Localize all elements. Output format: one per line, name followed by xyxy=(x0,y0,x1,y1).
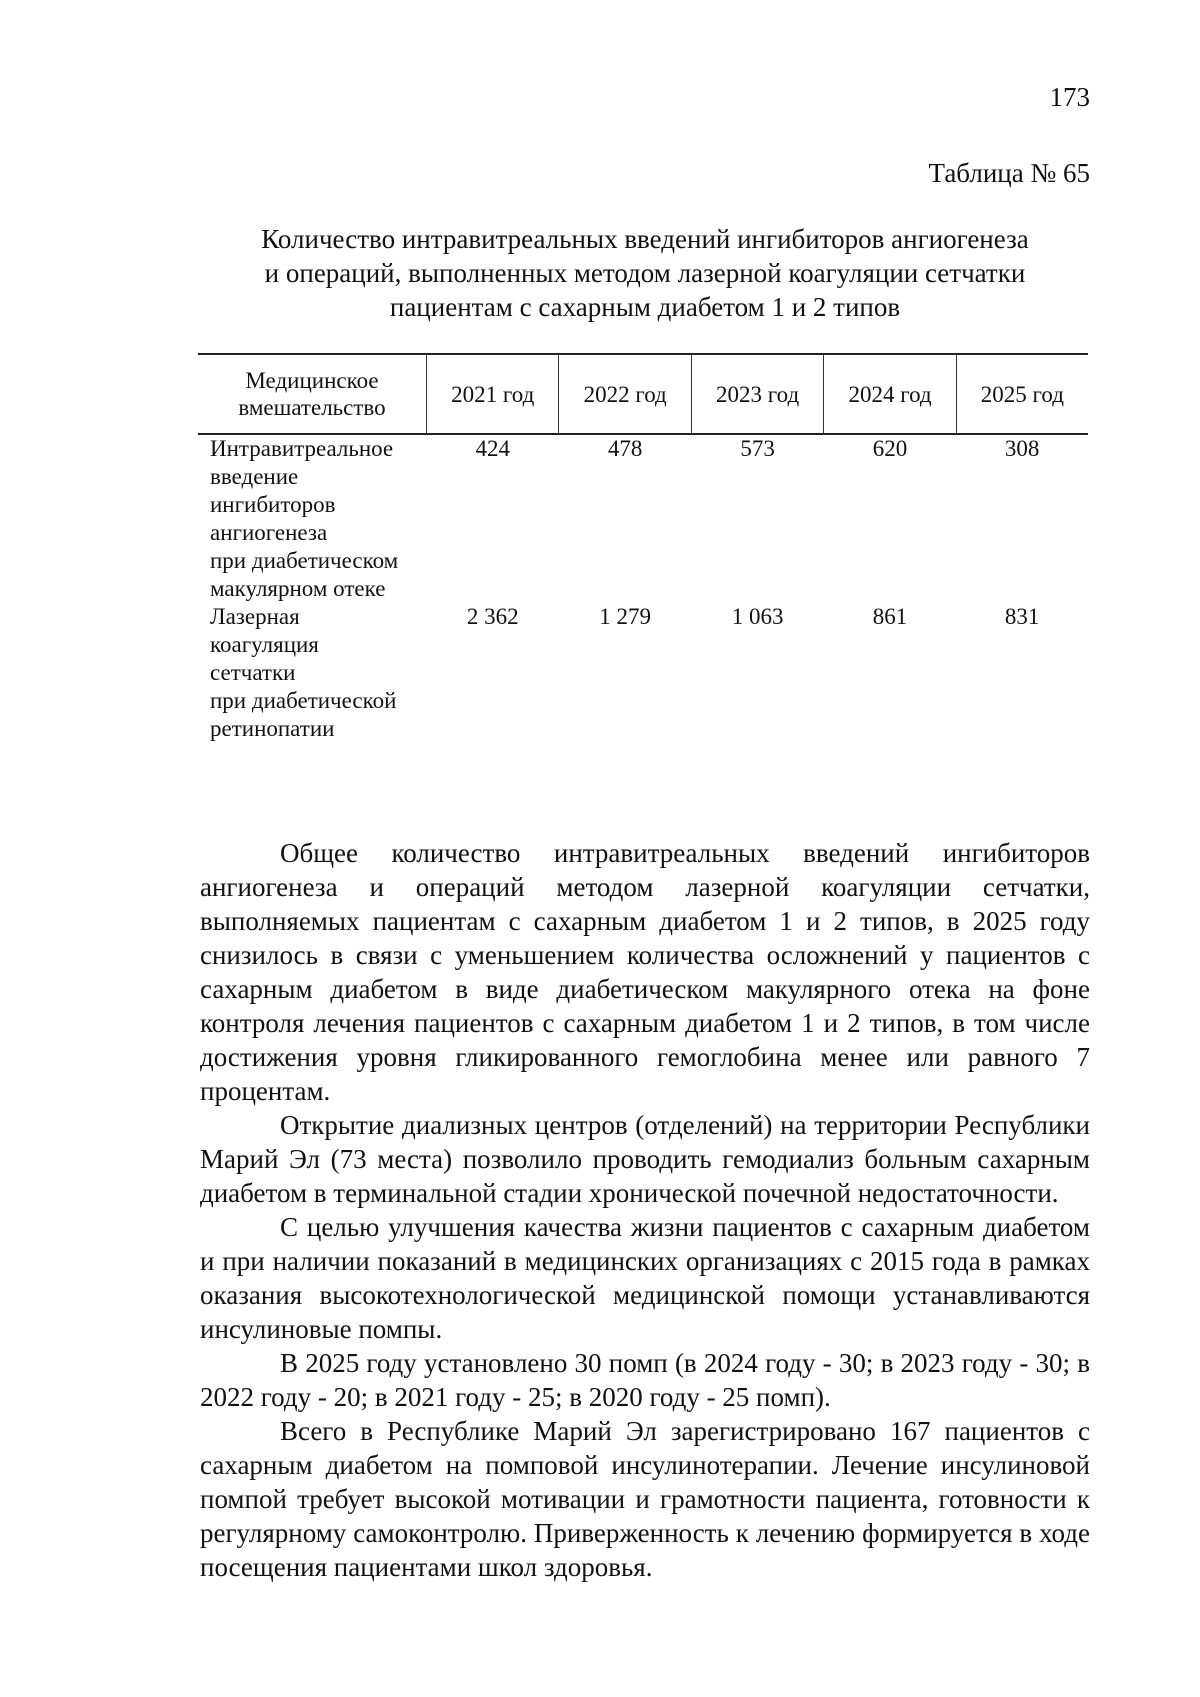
row-label-line: сетчатки xyxy=(210,660,296,685)
row-label xyxy=(198,434,427,603)
row-label-line: макулярном отеке xyxy=(210,576,386,601)
header-intervention-line: Медицинское xyxy=(245,368,379,393)
header-intervention xyxy=(198,354,427,434)
table-row xyxy=(198,434,1088,603)
table-header-row xyxy=(198,354,1088,434)
paragraph: В 2025 году установлено 30 помп (в 2024 году - 30; в 2023 году - 30; в 2022 году - 20; в 2021 году - 25; в 2020 году - 25 помп). xyxy=(200,1348,1090,1412)
row-label-line: при диабетическом xyxy=(210,548,399,573)
paragraph: Открытие диализных центров (отделений) на территории Республики Марий Эл (73 места) позволило проводить гемодиализ больным сахарным диабетом в терминальной стадии хронической почечной недостаточности. xyxy=(200,1110,1090,1208)
cell-value: 308 xyxy=(1004,436,1040,461)
cell-value: 1 063 xyxy=(731,604,784,629)
table-title xyxy=(200,222,1090,324)
page-number: 173 xyxy=(1049,82,1090,112)
row-label-line: Интравитреальное xyxy=(210,436,394,461)
header-year: 2025 год xyxy=(956,354,1088,434)
table-title-line: пациентам с сахарным диабетом 1 и 2 типов xyxy=(389,292,901,322)
header-year: 2023 год xyxy=(691,354,823,434)
cell-value: 2 362 xyxy=(466,604,519,629)
row-label-line: ангиогенеза xyxy=(210,520,328,545)
table-title-line: Количество интравитреальных введений ингибиторов ангиогенеза xyxy=(261,224,1029,254)
table-label: Таблица № 65 xyxy=(928,158,1090,188)
table-row xyxy=(198,603,1088,743)
data-table xyxy=(198,353,1088,743)
cell-value: 424 xyxy=(475,436,510,461)
row-label-line: Лазерная xyxy=(210,604,300,629)
row-label-line: ретинопатии xyxy=(210,716,335,741)
header-intervention-line: вмешательство xyxy=(238,395,386,420)
body-text xyxy=(200,836,1090,1584)
cell-value: 620 xyxy=(872,436,908,461)
row-label-line: при диабетической xyxy=(210,688,397,713)
paragraph: Всего в Республике Марий Эл зарегистрировано 167 пациентов с сахарным диабетом на помповой инсулинотерапии. Лечение инсулиновой помпой требует высокой мотивации и грамотности пациента, готовности к регулярному самоконтролю. Приверженность к лечению формируется в ходе посещения пациентами школ здоровья. xyxy=(200,1416,1090,1582)
paragraph: С целью улучшения качества жизни пациентов с сахарным диабетом и при наличии показаний в медицинских организациях с 2015 года в рамках оказания высокотехнологической медицинской помощи устанавливаются инсулиновые помпы. xyxy=(200,1212,1090,1344)
row-label xyxy=(198,603,427,743)
row-label-line: ингибиторов xyxy=(210,492,336,517)
table-title-line: и операций, выполненных методом лазерной коагуляции сетчатки xyxy=(264,258,1026,288)
cell-value: 861 xyxy=(872,604,908,629)
header-year: 2024 год xyxy=(824,354,956,434)
row-label-line: введение xyxy=(210,464,299,489)
header-year: 2022 год xyxy=(559,354,691,434)
cell-value: 573 xyxy=(740,436,775,461)
header-year: 2021 год xyxy=(427,354,559,434)
cell-value: 1 279 xyxy=(599,604,652,629)
paragraph: Общее количество интравитреальных введений ингибиторов ангиогенеза и операций методом лазерной коагуляции сетчатки, выполняемых пациентам с сахарным диабетом 1 и 2 типов, в 2025 году снизилось в связи с уменьшением количества осложнений у пациентов с сахарным диабетом в виде диабетическом макулярного отека на фоне контроля лечения пациентов с сахарным диабетом 1 и 2 типов, в том числе достижения уровня гликированного гемоглобина менее или равного 7 процентам. xyxy=(200,838,1090,1106)
cell-value: 478 xyxy=(607,436,643,461)
row-label-line: коагуляция xyxy=(210,632,319,657)
cell-value: 831 xyxy=(1004,604,1040,629)
